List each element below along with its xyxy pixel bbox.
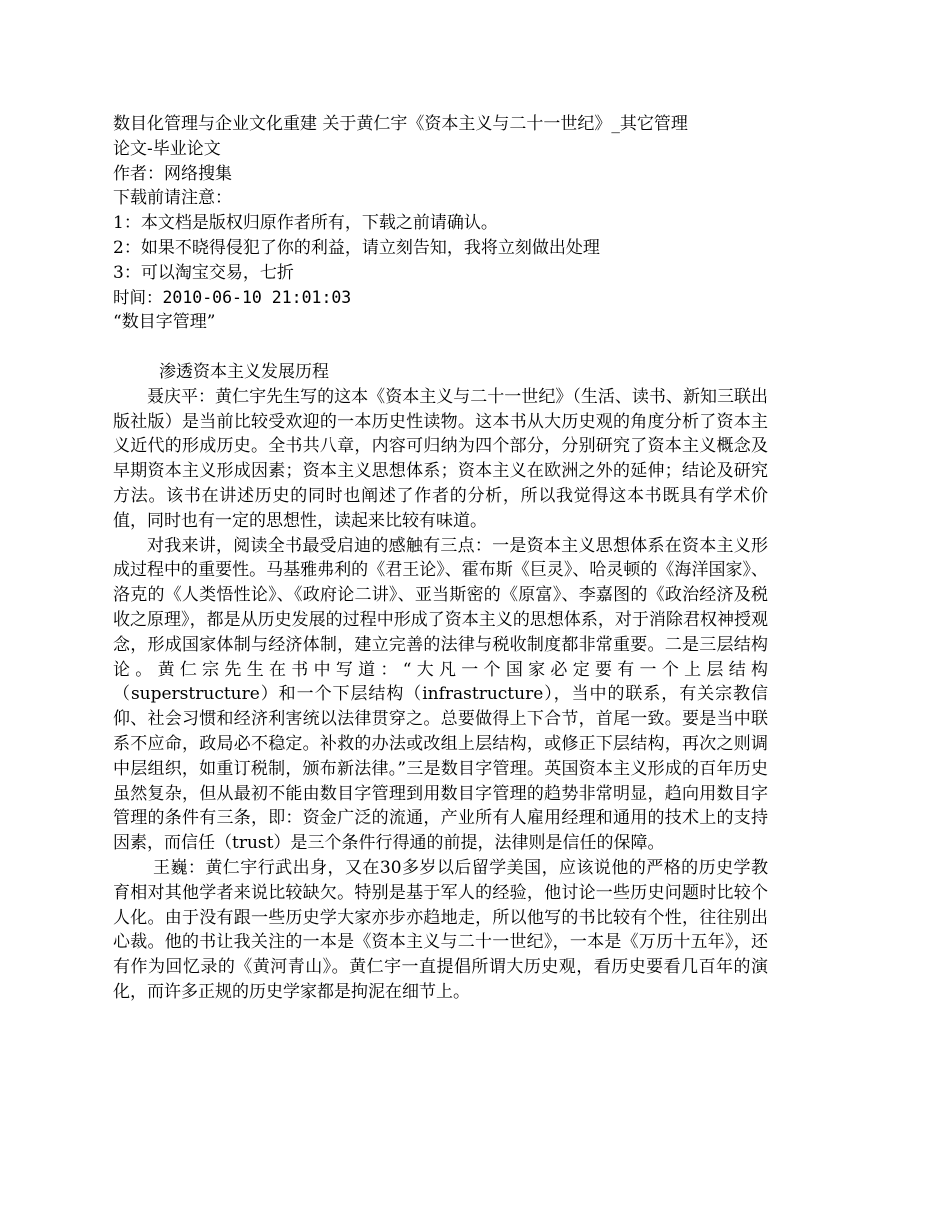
paragraph-3: 王巍：黄仁宇行武出身，又在30多岁以后留学美国，应该说他的严格的历史学教育相对其他学者来说比较缺欠。特别是基于军人的经验，他讨论一些历史问题时比较个人化。由于没有跟一些历史学大家亦步亦趋地走，所以他写的书比较有个性，往往别出心裁。他的书让我关注的一本是《资本主义与二十一世纪》，一本是《万历十五年》，还有作为回忆录的《黄河青山》。黄仁宇一直提倡所谓大历史观，看历史要看几百年的演化，而许多正规的历史学家都是拘泥在细节上。	[113, 857, 768, 1002]
notice-item-1: 1：本文档是版权归原作者所有，下载之前请确认。	[113, 213, 498, 234]
notice-item-2: 2：如果不晓得侵犯了你的利益，请立刻告知，我将立刻做出处理	[113, 237, 600, 258]
timestamp-line: 时间：2010-06-10 21:01:03	[113, 287, 352, 307]
paragraph-2: 对我来讲，阅读全书最受启迪的感触有三点：一是资本主义思想体系在资本主义形成过程中的重要性。马基雅弗利的《君王论》、霍布斯《巨灵》、哈灵顿的《海洋国家》、洛克的《人类悟性论》、《政府论二讲》、亚当斯密的《原富》、李嘉图的《政治经济及税收之原理》，都是从历史发展的过程中形成了资本主义的思想体系，对于消除君权神授观念，形成国家体制与经济体制，建立完善的法律与税收制度都非常重要。二是三层结构论。黄仁宗先生在书中写道：“大凡一个国家必定要有一个上层结构（superstructure）和一个下层结构（infrastructure），当中的联系，有关宗教信仰、社会习惯和经济利害统以法律贯穿之。总要做得上下合节，首尾一致。要是当中联系不应命，政局必不稳定。补救的办法或改组上层结构，或修正下层结构，再次之则调中层组织，如重订税制，颁布新法律。”三是数目字管理。英国资本主义形成的百年历史虽然复杂，但从最初不能由数目字管理到用数目字管理的趋势非常明显，趋向用数目字管理的条件有三条，即：资金广泛的流通，产业所有人雇用经理和通用的技术上的支持因素，而信任（trust）是三个条件行得通的前提，法律则是信任的保障。	[113, 535, 768, 854]
author-line: 作者：网络搜集	[113, 163, 232, 184]
paragraph-1: 聂庆平：黄仁宇先生写的这本《资本主义与二十一世纪》（生活、读书、新知三联出版社版）是当前比较受欢迎的一本历史性读物。这本书从大历史观的角度分析了资本主义近代的形成历史。全书共八章，内容可归纳为四个部分，分别研究了资本主义概念及早期资本主义形成因素；资本主义思想体系；资本主义在欧洲之外的延伸；结论及研究方法。该书在讲述历史的同时也阐述了作者的分析，所以我觉得这本书既具有学术价值，同时也有一定的思想性，读起来比较有味道。	[113, 386, 768, 531]
section-heading: 渗透资本主义发展历程	[159, 361, 329, 382]
document-title-line-1: 数目化管理与企业文化重建 关于黄仁宇《资本主义与二十一世纪》_其它管理	[113, 114, 688, 134]
spacer	[113, 335, 768, 360]
notice-item-3: 3：可以淘宝交易，七折	[113, 262, 294, 283]
document-title-line-2: 论文-毕业论文	[113, 138, 221, 159]
document-body	[113, 112, 768, 1005]
quote-title: “数目字管理”	[113, 312, 216, 333]
notice-header: 下载前请注意：	[113, 188, 232, 209]
